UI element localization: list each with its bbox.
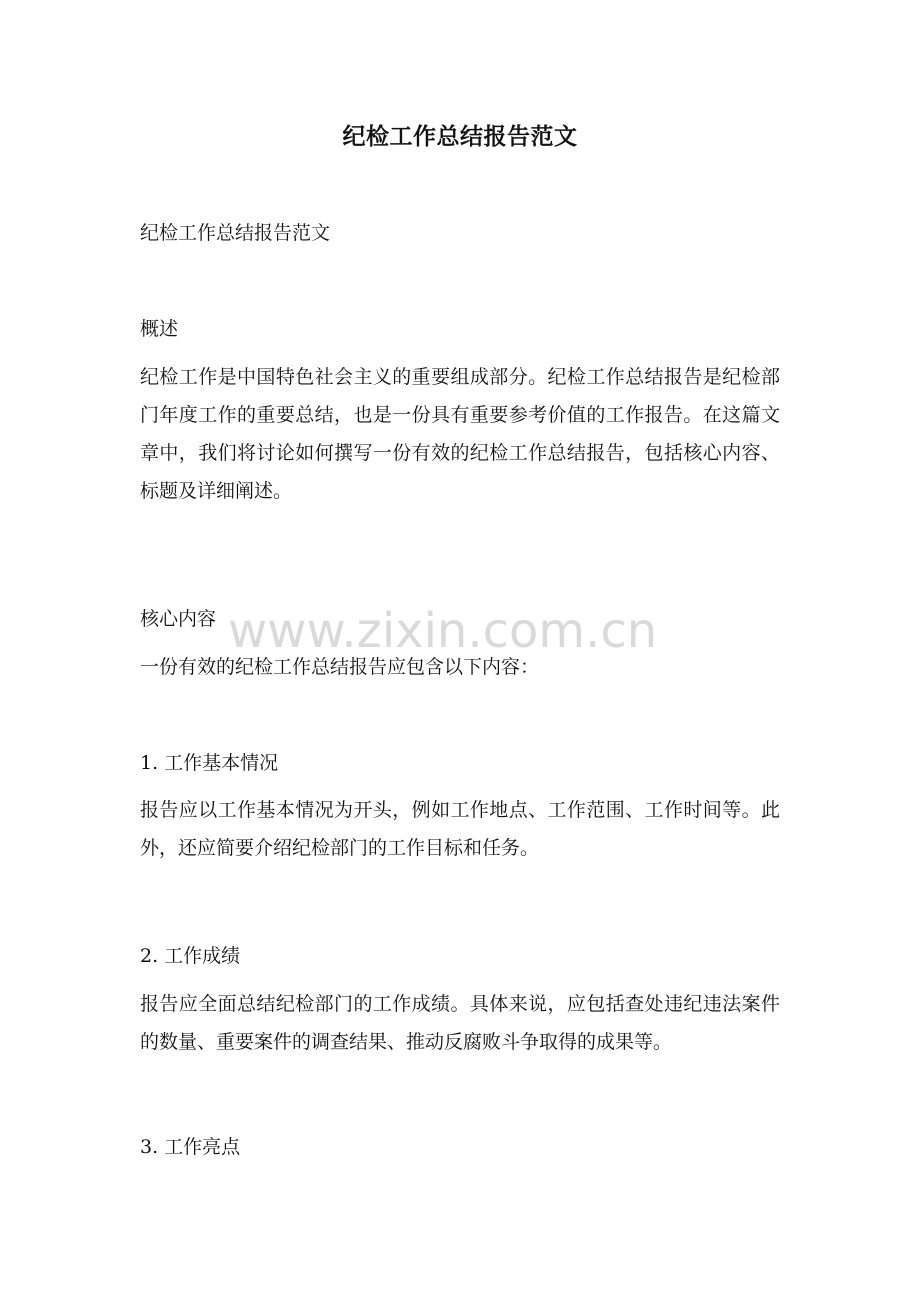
section-1-heading: 1. 工作基本情况 <box>140 752 279 774</box>
overview-paragraph: 纪检工作是中国特色社会主义的重要组成部分。纪检工作总结报告是纪检部门年度工作的重要总结，也是一份具有重要参考价值的工作报告。在这篇文章中，我们将讨论如何撰写一份有效的纪检工作总结报告，包括核心内容、标题及详细阐述。 <box>140 366 780 502</box>
core-content-heading: 核心内容 <box>140 608 217 630</box>
section-3-heading: 3. 工作亮点 <box>140 1136 241 1158</box>
section-2-heading: 2. 工作成绩 <box>140 945 241 967</box>
document-subtitle: 纪检工作总结报告范文 <box>140 222 331 244</box>
section-1-paragraph: 报告应以工作基本情况为开头，例如工作地点、工作范围、工作时间等。此外，还应简要介绍纪检部门的工作目标和任务。 <box>140 799 780 859</box>
section-2-paragraph: 报告应全面总结纪检部门的工作成绩。具体来说，应包括查处违纪违法案件的数量、重要案件的调查结果、推动反腐败斗争取得的成果等。 <box>140 993 780 1053</box>
watermark-text: www.zixin.com.cn <box>228 603 658 659</box>
overview-heading: 概述 <box>140 318 179 340</box>
core-content-paragraph: 一份有效的纪检工作总结报告应包含以下内容： <box>140 656 540 678</box>
document-title: 纪检工作总结报告范文 <box>342 123 578 150</box>
